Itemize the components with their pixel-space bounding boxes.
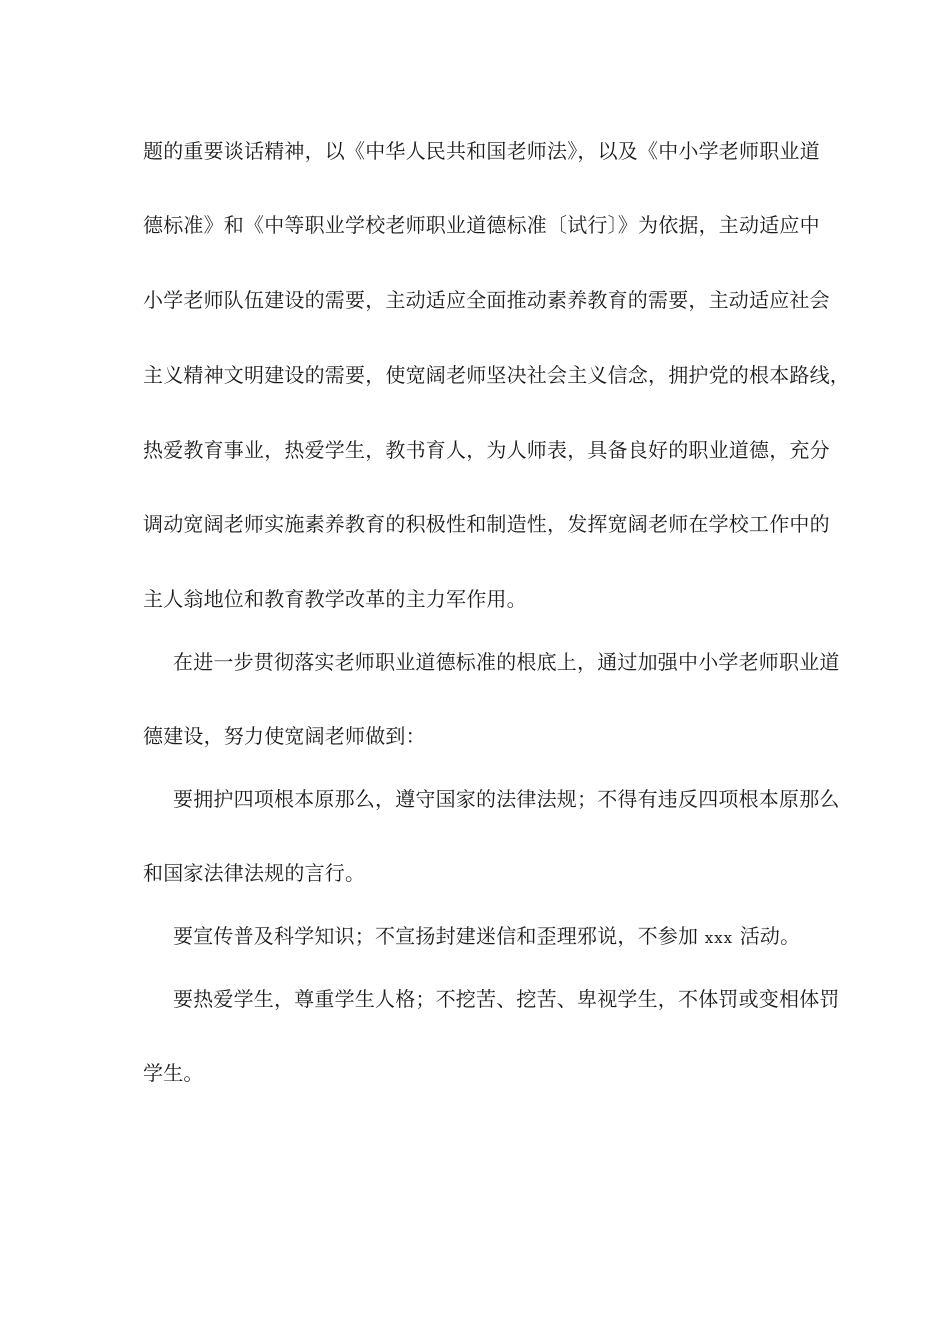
redacted-placeholder: xxx	[704, 929, 734, 947]
paragraph-line: 热爱教育事业，热爱学生，教书育人，为人师表，具备良好的职业道德，充分	[143, 438, 830, 462]
paragraph-line: 和国家法律法规的言行。	[143, 861, 366, 885]
paragraph-line: 调动宽阔老师实施素养教育的积极性和制造性，发挥宽阔老师在学校工作中的	[143, 512, 830, 536]
paragraph-first-line: 在进一步贯彻落实老师职业道德标准的根底上，通过加强中小学老师职业道	[173, 650, 840, 674]
paragraph-text: 要宣传普及科学知识；不宣扬封建迷信和歪理邪说，不参加	[173, 924, 699, 948]
paragraph-line: 学生。	[143, 1061, 204, 1085]
paragraph-first-line: 要热爱学生，尊重学生人格；不挖苦、挖苦、卑视学生，不体罚或变相体罚	[173, 987, 840, 1011]
paragraph-line: 小学老师队伍建设的需要，主动适应全面推动素养教育的需要，主动适应社会	[143, 288, 830, 312]
paragraph-line: 主义精神文明建设的需要，使宽阔老师坚决社会主义信念，拥护党的根本路线，	[143, 363, 850, 387]
paragraph-line: 题的重要谈话精神，以《中华人民共和国老师法》，以及《中小学老师职业道	[143, 139, 820, 163]
paragraph-first-line: 要拥护四项根本原那么，遵守国家的法律法规；不得有违反四项根本原那么	[173, 787, 840, 811]
paragraph-line: 德建设，努力使宽阔老师做到：	[143, 724, 426, 748]
paragraph-first-line	[173, 922, 823, 952]
paragraph-line: 德标准》和《中等职业学校老师职业道德标准〔试行〕》为依据，主动适应中	[143, 213, 820, 237]
paragraph-text: 活动。	[739, 924, 801, 948]
paragraph-line: 主人翁地位和教育教学改革的主力军作用。	[143, 587, 527, 611]
